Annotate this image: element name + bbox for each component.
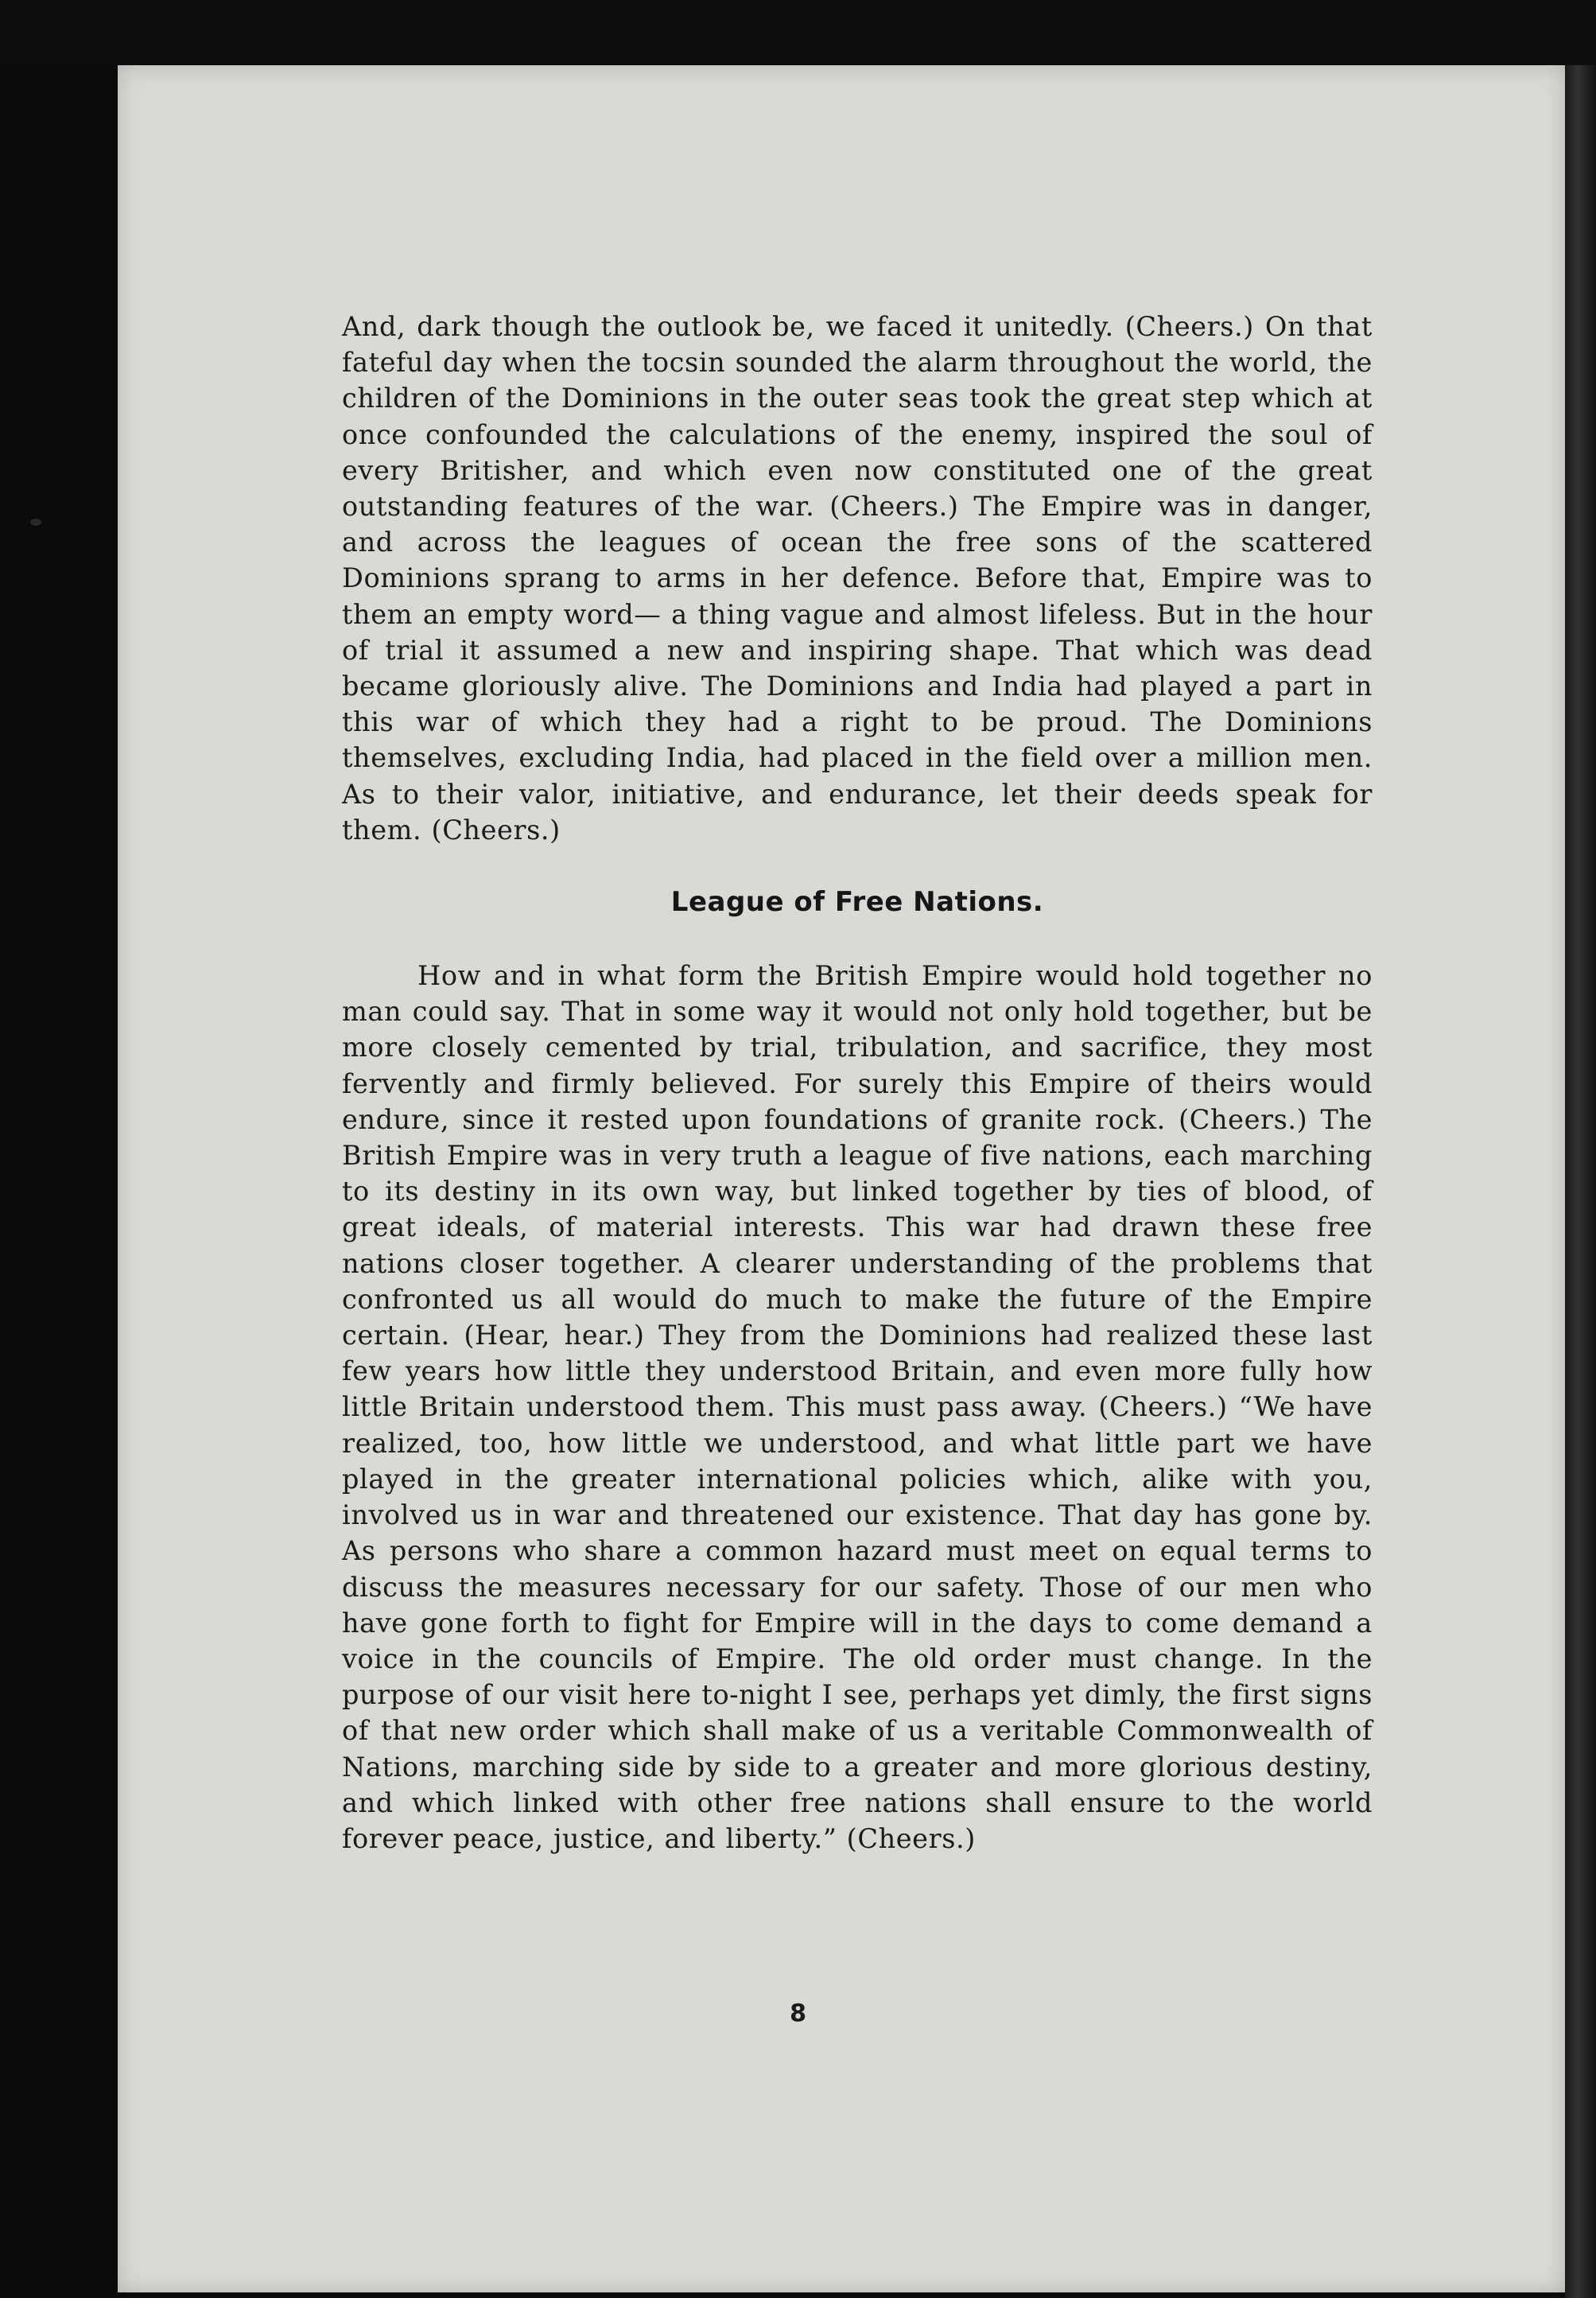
section-heading: League of Free Nations. <box>670 886 1044 919</box>
scan-border-right <box>1565 65 1596 2298</box>
page-number: 8 <box>790 2000 806 2028</box>
scan-border-top <box>0 0 1596 65</box>
body-text <box>342 309 1373 1857</box>
scan-speck <box>30 519 41 526</box>
paragraph-league: How and in what form the British Empire would hold together no man could say. That in some way it would not only hold together, but be more closely cemented by trial, tribulation, and sacrifice, they most fervently and firmly believed. For surely this Empire of theirs would endure, since it rested upon foundations of granite rock. (Cheers.) The British Empire was in very truth a league of five nations, each marching to its destiny in its own way, but linked together by ties of blood, of great ideals, of material interests. This war had drawn these free nations closer together. A clearer understanding of the problems that confronted us all would do much to make the future of the Empire certain. (Hear, hear.) They from the Dominions had realized these last few years how little they understood Britain, and even more fully how little Britain understood them. This must pass away. (Cheers.) “We have realized, too, how little we understood, and what little part we have played in the greater international policies which, alike with you, involved us in war and threatened our existence. That day has gone by. As persons who share a common hazard must meet on equal terms to discuss the measures necessary for our safety. Those of our men who have gone forth to fight for Empire will in the days to come demand a voice in the councils of Empire. The old order must change. In the purpose of our visit here to-night I see, perhaps yet dimly, the first signs of that new order which shall make of us a veritable Commonwealth of Nations, marching side by side to a greater and more glorious destiny, and which linked with other free nations shall ensure to the world forever peace, justice, and liberty.” (Cheers.) <box>342 960 1373 1854</box>
paragraph-dominions: And, dark though the outlook be, we faced it unitedly. (Cheers.) On that fateful day when the tocsin sounded the alarm throughout the world, the children of the Dominions in the outer seas took the great step which at once confounded the calculations of the enemy, inspired the soul of every Britisher, and which even now constituted one of the great outstanding features of the war. (Cheers.) The Empire was in danger, and across the leagues of ocean the free sons of the scattered Dominions sprang to arms in her defence. Before that, Empire was to them an empty word— a thing vague and almost lifeless. But in the hour of trial it assumed a new and inspiring shape. That which was dead became gloriously alive. The Dominions and India had played a part in this war of which they had a right to be proud. The Dominions themselves, excluding India, had placed in the field over a million men. As to their valor, initiative, and endurance, let their deeds speak for them. (Cheers.) <box>342 311 1373 846</box>
